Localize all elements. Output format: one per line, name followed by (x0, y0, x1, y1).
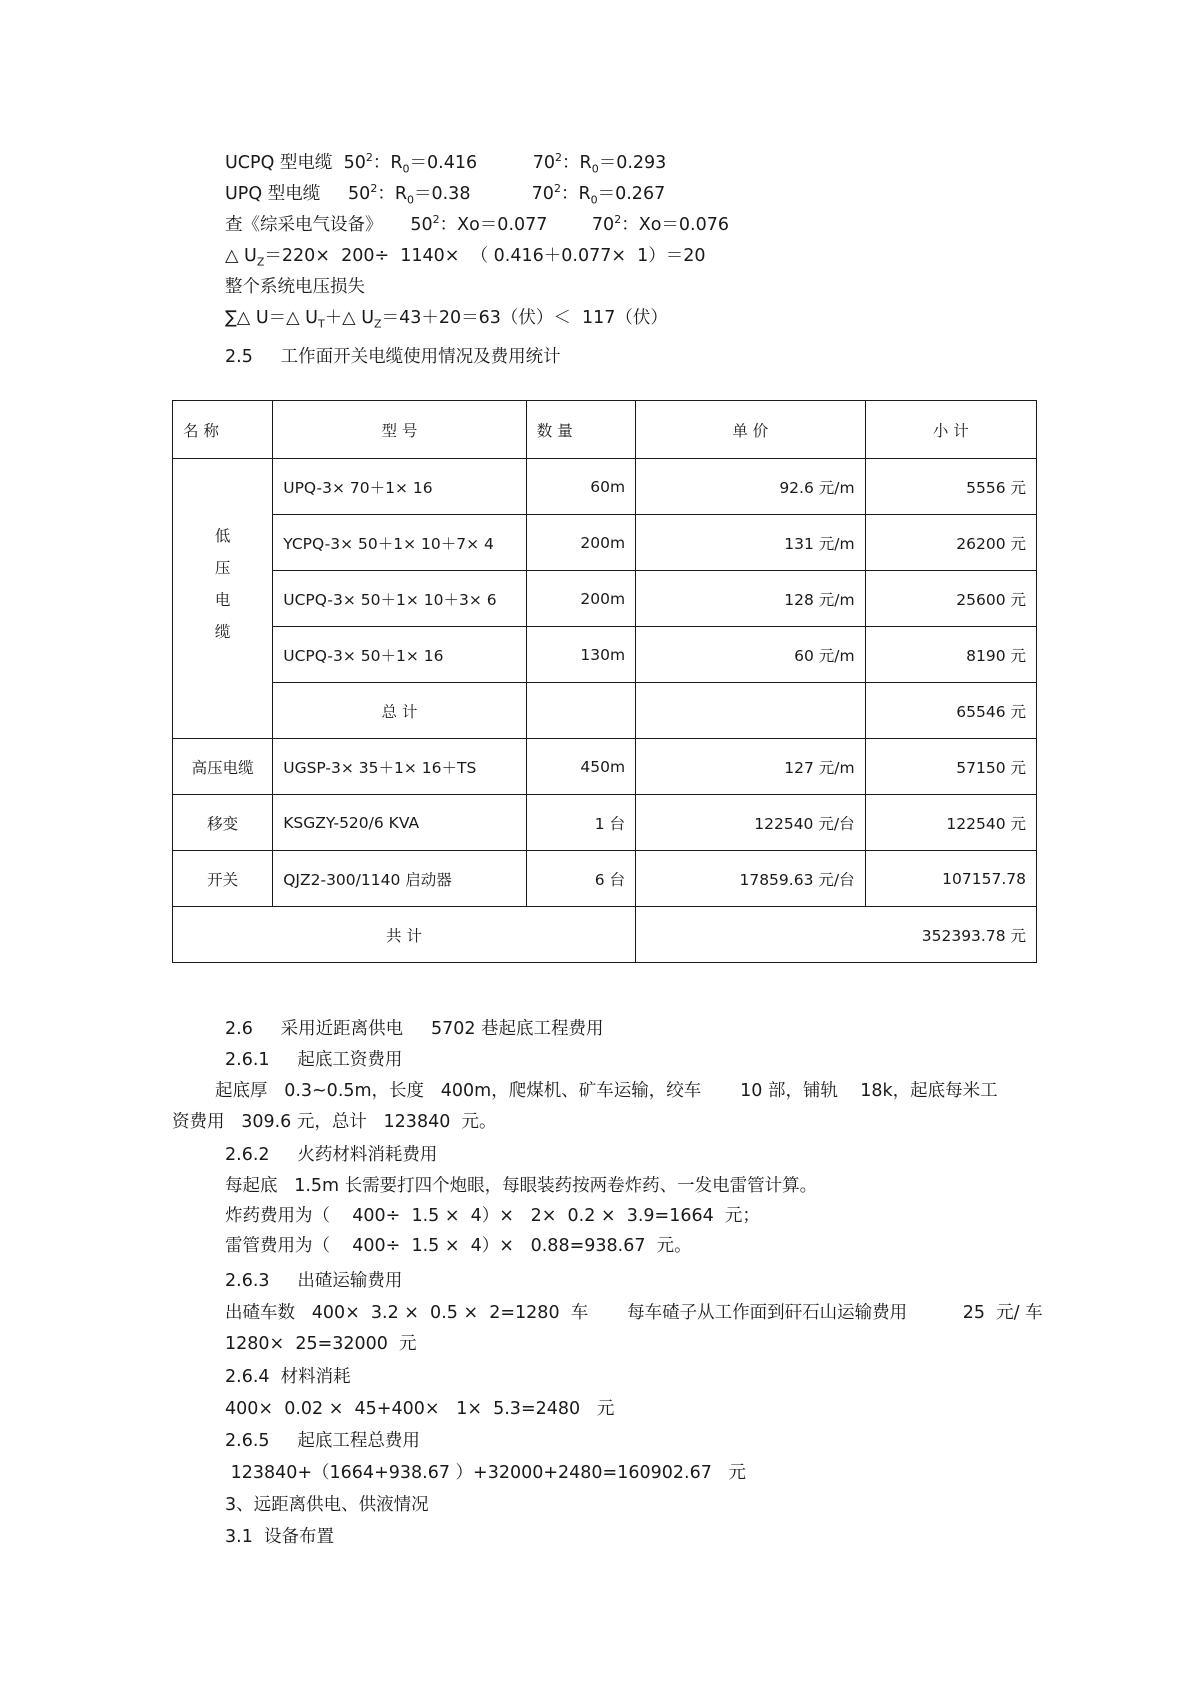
table-header-row (173, 401, 1037, 459)
cell-qty: 200m (526, 571, 635, 627)
section-2-6-3-title: 2.6.3 出碴运输费用 (225, 1271, 403, 1291)
cell-model: UCPQ-3× 50＋1× 16 (273, 627, 527, 683)
header-price: 单 价 (636, 401, 866, 459)
low-voltage-total-row (173, 683, 1037, 739)
cell-price: 127 元/m (636, 739, 866, 795)
table-row (173, 851, 1037, 907)
cell-price (636, 683, 866, 739)
table-row (173, 515, 1037, 571)
cell-qty (526, 683, 635, 739)
cell-subtotal: 26200 元 (865, 515, 1036, 571)
low-voltage-cable-label: 低 压 电 缆 (173, 459, 273, 739)
cell-qty: 6 台 (526, 851, 635, 907)
cell-subtotal: 25600 元 (865, 571, 1036, 627)
section-2-6-3-line1: 出碴车数 400× 3.2 × 0.5 × 2=1280 车 每车碴子从工作面到矸石山运输费用 25 元/ 车 (225, 1303, 1043, 1323)
cell-model: YCPQ-3× 50＋1× 10＋7× 4 (273, 515, 527, 571)
cell-price: 122540 元/台 (636, 795, 866, 851)
section-2-6-3-line2: 1280× 25=32000 元 (225, 1334, 417, 1354)
system-loss-title: 整个系统电压损失 (225, 277, 365, 297)
cell-model: KSGZY-520/6 KVA (273, 795, 527, 851)
cell-price: 60 元/m (636, 627, 866, 683)
section-2-6-1-line1: 起底厚 0.3~0.5m，长度 400m，爬煤机、矿车运输，绞车 10 部，铺轨 18k，起底每米工 (215, 1081, 998, 1101)
header-subtotal: 小 计 (865, 401, 1036, 459)
section-2-6-1-title: 2.6.1 起底工资费用 (225, 1050, 403, 1070)
low-total-value: 65546 元 (865, 683, 1036, 739)
upq-resistance-line: UPQ 型电缆 $50^2$：$R_0=0.38$ $70^2$：$R_0=0.267$ (225, 182, 666, 207)
cell-name: 高压电缆 (173, 739, 273, 795)
grand-total-label: 共 计 (173, 907, 636, 963)
cell-model: UPQ-3× 70＋1× 16 (273, 459, 527, 515)
cell-subtotal: 57150 元 (865, 739, 1036, 795)
section-2-6-4-title: 2.6.4 材料消耗 (225, 1367, 351, 1387)
table-row (173, 739, 1037, 795)
section-2-6-2-line3: 雷管费用为（ 400÷ 1.5 × 4）× 0.88=938.67 元。 (225, 1236, 692, 1256)
low-total-label: 总 计 (273, 683, 527, 739)
cell-subtotal: 107157.78 (865, 851, 1036, 907)
cost-table (172, 400, 1037, 963)
header-model: 型 号 (273, 401, 527, 459)
section-2-6-1-line2: 资费用 309.6 元，总计 123840 元。 (172, 1112, 497, 1132)
cell-subtotal: 8190 元 (865, 627, 1036, 683)
cell-qty: 200m (526, 515, 635, 571)
cell-qty: 60m (526, 459, 635, 515)
sum-delta-u-line: ∑△ U＝△ $U_T+\triangle$ $U_Z=43+20=63$（伏）＜ 117（伏） (225, 308, 668, 331)
header-name: 名 称 (173, 401, 273, 459)
cell-price: 131 元/m (636, 515, 866, 571)
cell-name: 开关 (173, 851, 273, 907)
cell-model: UGSP-3× 35＋1× 16＋TS (273, 739, 527, 795)
delta-uz-line: △ $U_Z=220\times 200\div 1140\times$ （ 0.416＋0.077× 1）＝20 (225, 246, 706, 269)
cell-qty: 130m (526, 627, 635, 683)
cell-price: 17859.63 元/台 (636, 851, 866, 907)
cell-price: 92.6 元/m (636, 459, 866, 515)
section-3-1-title: 3.1 设备布置 (225, 1527, 334, 1547)
cell-subtotal: 122540 元 (865, 795, 1036, 851)
cell-price: 128 元/m (636, 571, 866, 627)
table-row (173, 627, 1037, 683)
section-2-6-title: 2.6 采用近距离供电 5702 巷起底工程费用 (225, 1019, 604, 1039)
cell-subtotal: 5556 元 (865, 459, 1036, 515)
header-qty: 数 量 (526, 401, 635, 459)
section-2-6-5-title: 2.6.5 起底工程总费用 (225, 1431, 420, 1451)
cell-model: UCPQ-3× 50＋1× 10＋3× 6 (273, 571, 527, 627)
cell-qty: 450m (526, 739, 635, 795)
grand-total-value: 352393.78 元 (636, 907, 1037, 963)
section-2-5-title: 2.5 工作面开关电缆使用情况及费用统计 (225, 347, 561, 367)
reactance-line: 查《综采电气设备》 $50^2$：Xo＝0.077 $70^2$：Xo＝0.076 (225, 213, 729, 235)
grand-total-row (173, 907, 1037, 963)
section-2-6-2-line1: 每起底 1.5m 长需要打四个炮眼，每眼装药按两卷炸药、一发电雷管计算。 (225, 1176, 818, 1196)
section-3-title: 3、远距离供电、供液情况 (225, 1495, 429, 1515)
table-row (173, 795, 1037, 851)
cell-name: 移变 (173, 795, 273, 851)
section-2-6-2-line2: 炸药费用为（ 400÷ 1.5 × 4）× 2× 0.2 × 3.9=1664 元； (225, 1206, 760, 1226)
table-row (173, 571, 1037, 627)
cell-model: QJZ2-300/1140 启动器 (273, 851, 527, 907)
section-2-6-5-line1: 123840+（1664+938.67 ）+32000+2480=160902.67 元 (225, 1463, 747, 1483)
section-2-6-2-title: 2.6.2 火药材料消耗费用 (225, 1145, 438, 1165)
table-row (173, 459, 1037, 515)
section-2-6-4-line1: 400× 0.02 × 45+400× 1× 5.3=2480 元 (225, 1399, 615, 1419)
ucpq-resistance-line: UCPQ 型电缆 $50^2$：$R_0=0.416$ $70^2$：$R_0=0.293$ (225, 151, 667, 176)
cell-qty: 1 台 (526, 795, 635, 851)
